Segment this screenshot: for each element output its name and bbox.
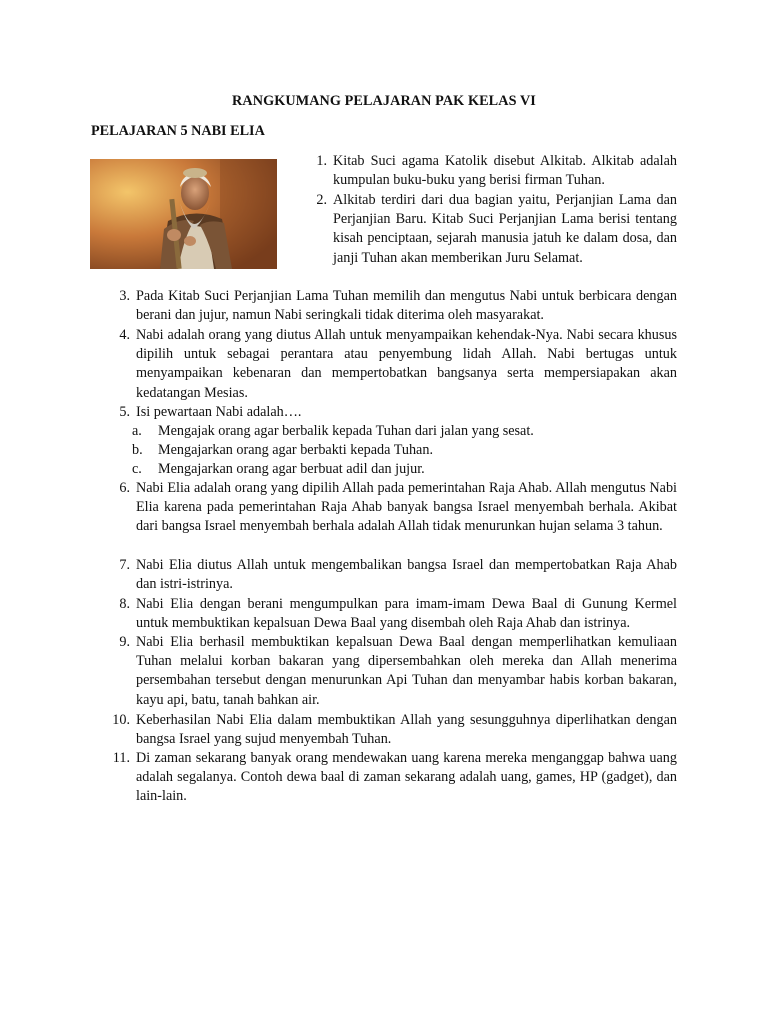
list-number: 1. bbox=[316, 153, 327, 169]
list-item bbox=[119, 403, 677, 422]
list-number: 6. bbox=[119, 480, 130, 496]
sub-list-item bbox=[132, 441, 677, 460]
document-title: RANGKUMANG PELAJARAN PAK KELAS VI bbox=[232, 93, 536, 109]
sub-list-letter: a. bbox=[132, 423, 142, 439]
prophet-elijah-image bbox=[90, 159, 277, 269]
list-number: 2. bbox=[316, 192, 327, 208]
sub-list-item bbox=[132, 460, 677, 479]
list-text: Isi pewartaan Nabi adalah…. bbox=[136, 404, 302, 420]
list-number: 3. bbox=[119, 288, 130, 304]
list-number: 8. bbox=[119, 596, 130, 612]
sub-list-item bbox=[132, 422, 677, 441]
list-text: Nabi adalah orang yang diutus Allah untuk menyampaikan kehendak-Nya. Nabi secara khusus dipilih untuk sebagai perantara atau penyembung lidah Allah. Nabi bertugas untuk menyampaikan kebenaran dan mempertobatkan bangsanya serta mempersiapakan akan kedatangan Mesias. bbox=[136, 327, 677, 401]
sub-list-text: Mengajak orang agar berbalik kepada Tuhan dari jalan yang sesat. bbox=[158, 423, 534, 439]
list-text: Alkitab terdiri dari dua bagian yaitu, Perjanjian Lama dan Perjanjian Baru. Kitab Suci Perjanjian Lama berisi tentang kisah penciptaan, sejarah manusia jatuh ke dalam dosa, dan janji Tuhan akan memberikan Juru Selamat. bbox=[333, 192, 677, 266]
list-number: 11. bbox=[112, 750, 130, 766]
list-text: Keberhasilan Nabi Elia dalam membuktikan Allah yang sesungguhnya diperlihatkan dengan bangsa Israel yang sujud menyembah Tuhan. bbox=[136, 712, 677, 748]
list-number: 7. bbox=[119, 557, 130, 573]
sub-list-letter: b. bbox=[132, 442, 143, 458]
sub-list-letter: c. bbox=[132, 461, 142, 477]
list-number: 9. bbox=[119, 634, 130, 650]
list-item bbox=[316, 152, 677, 190]
list-text: Nabi Elia adalah orang yang dipilih Allah pada pemerintahan Raja Ahab. Allah mengutus Nabi Elia karena pada pemerintahan Raja Ahab banyak bangsa Israel menyembah berhala. Akibat dari bangsa Israel menyembah berhala adalah Allah tidak menurunkan hujan selama 3 tahun. bbox=[136, 480, 677, 535]
lesson-heading: PELAJARAN 5 NABI ELIA bbox=[91, 123, 265, 139]
sub-list-text: Mengajarkan orang agar berbakti kepada Tuhan. bbox=[158, 442, 433, 458]
sub-list-text: Mengajarkan orang agar berbuat adil dan jujur. bbox=[158, 461, 425, 477]
list-item bbox=[119, 326, 677, 403]
list-item bbox=[316, 191, 677, 268]
list-text: Pada Kitab Suci Perjanjian Lama Tuhan memilih dan mengutus Nabi untuk berbicara dengan berani dan jujur, namun Nabi seringkali tidak diterima oleh masyarakat. bbox=[136, 288, 677, 324]
list-item bbox=[119, 595, 677, 633]
list-item bbox=[119, 633, 677, 710]
list-number: 10. bbox=[112, 712, 130, 728]
list-item bbox=[119, 287, 677, 325]
list-number: 4. bbox=[119, 327, 130, 343]
list-text: Nabi Elia dengan berani mengumpulkan para imam-imam Dewa Baal di Gunung Kermel untuk membuktikan kepalsuan Dewa Baal yang disembah oleh Raja Ahab dan istrinya. bbox=[136, 596, 677, 632]
list-number: 5. bbox=[119, 404, 130, 420]
list-item bbox=[112, 711, 677, 749]
list-item bbox=[112, 749, 677, 807]
list-text: Nabi Elia berhasil membuktikan kepalsuan Dewa Baal dengan memperlihatkan kemuliaan Tuhan melalui korban bakaran yang dipersembahkan oleh mereka dan Allah menerima persembahan tersebut dengan menurunkan Api Tuhan dan menyambar habis korban bakaran, kayu api, batu, tanah bahkan air. bbox=[136, 634, 677, 708]
list-text: Di zaman sekarang banyak orang mendewakan uang karena mereka menganggap bahwa uang adalah segalanya. Contoh dewa baal di zaman sekarang adalah uang, games, HP (gadget), dan lain-lain. bbox=[136, 750, 677, 805]
list-item bbox=[119, 479, 677, 537]
list-text: Nabi Elia diutus Allah untuk mengembalikan bangsa Israel dan mempertobatkan Raja Ahab dan istri-istrinya. bbox=[136, 557, 677, 593]
list-item bbox=[119, 556, 677, 594]
list-text: Kitab Suci agama Katolik disebut Alkitab. Alkitab adalah kumpulan buku-buku yang berisi firman Tuhan. bbox=[333, 153, 677, 189]
